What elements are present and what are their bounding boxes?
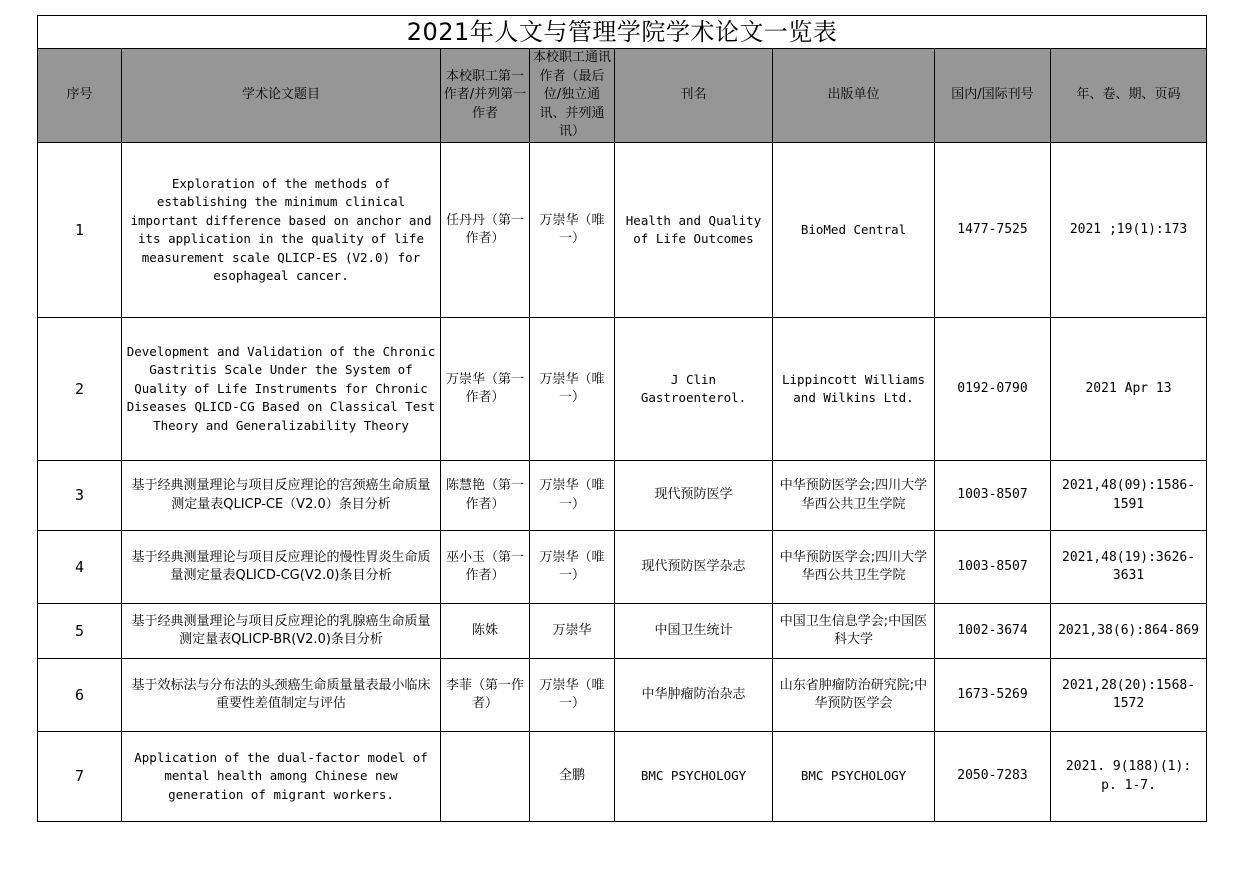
cell-issn[interactable]: 0192-0790: [935, 318, 1051, 461]
cell-issn[interactable]: 1003-8507: [935, 531, 1051, 604]
cell-publisher[interactable]: BMC PSYCHOLOGY: [773, 732, 935, 822]
cell-journal[interactable]: 中国卫生统计: [615, 604, 773, 659]
cell-index[interactable]: 1: [38, 143, 122, 318]
cell-first-author[interactable]: 陈慧艳（第一作者）: [441, 461, 530, 531]
cell-first-author[interactable]: 万崇华（第一作者）: [441, 318, 530, 461]
cell-journal[interactable]: J Clin Gastroenterol.: [615, 318, 773, 461]
cell-issn[interactable]: 2050-7283: [935, 732, 1051, 822]
cell-issn[interactable]: 1003-8507: [935, 461, 1051, 531]
cell-corresponding-author[interactable]: 万崇华（唯一）: [530, 531, 615, 604]
cell-paper-title[interactable]: 基于经典测量理论与项目反应理论的乳腺癌生命质量测定量表QLICP-BR(V2.0)条目分析: [122, 604, 441, 659]
cell-first-author[interactable]: 李菲（第一作者）: [441, 659, 530, 732]
cell-index[interactable]: 4: [38, 531, 122, 604]
cell-corresponding-author[interactable]: 全鹏: [530, 732, 615, 822]
header-paper-title[interactable]: 学术论文题目: [122, 49, 441, 143]
table-row: [38, 531, 1207, 604]
header-journal[interactable]: 刊名: [615, 49, 773, 143]
cell-first-author[interactable]: 陈姝: [441, 604, 530, 659]
cell-volume-pages[interactable]: 2021 Apr 13: [1051, 318, 1207, 461]
cell-corresponding-author[interactable]: 万崇华（唯一）: [530, 659, 615, 732]
cell-publisher[interactable]: 中国卫生信息学会;中国医科大学: [773, 604, 935, 659]
cell-index[interactable]: 7: [38, 732, 122, 822]
header-row: [38, 49, 1207, 143]
cell-first-author[interactable]: 巫小玉（第一作者）: [441, 531, 530, 604]
cell-journal[interactable]: 现代预防医学杂志: [615, 531, 773, 604]
cell-journal[interactable]: BMC PSYCHOLOGY: [615, 732, 773, 822]
table-row: [38, 659, 1207, 732]
cell-journal[interactable]: Health and Quality of Life Outcomes: [615, 143, 773, 318]
cell-publisher[interactable]: BioMed Central: [773, 143, 935, 318]
sheet-title[interactable]: 2021年人文与管理学院学术论文一览表: [38, 16, 1207, 49]
cell-issn[interactable]: 1673-5269: [935, 659, 1051, 732]
cell-issn[interactable]: 1002-3674: [935, 604, 1051, 659]
cell-journal[interactable]: 现代预防医学: [615, 461, 773, 531]
cell-publisher[interactable]: 中华预防医学会;四川大学华西公共卫生学院: [773, 531, 935, 604]
cell-first-author[interactable]: [441, 732, 530, 822]
cell-volume-pages[interactable]: 2021 ;19(1):173: [1051, 143, 1207, 318]
cell-paper-title[interactable]: Development and Validation of the Chronic Gastritis Scale Under the System of Quality of Life Instruments for Chronic Diseases QLICD-CG Based on Classical Test Theory and Generalizability Theory: [122, 318, 441, 461]
header-index[interactable]: 序号: [38, 49, 122, 143]
cell-issn[interactable]: 1477-7525: [935, 143, 1051, 318]
cell-journal[interactable]: 中华肿瘤防治杂志: [615, 659, 773, 732]
cell-volume-pages[interactable]: 2021,38(6):864-869: [1051, 604, 1207, 659]
cell-corresponding-author[interactable]: 万崇华（唯一）: [530, 318, 615, 461]
table-row: [38, 143, 1207, 318]
cell-index[interactable]: 2: [38, 318, 122, 461]
cell-index[interactable]: 3: [38, 461, 122, 531]
cell-publisher[interactable]: 中华预防医学会;四川大学华西公共卫生学院: [773, 461, 935, 531]
header-corresponding-author[interactable]: 本校职工通讯作者（最后位/独立通讯、并列通讯）: [530, 49, 615, 143]
cell-index[interactable]: 6: [38, 659, 122, 732]
table-row: [38, 604, 1207, 659]
cell-first-author[interactable]: 任丹丹（第一作者）: [441, 143, 530, 318]
publications-sheet: [37, 15, 1207, 822]
header-first-author[interactable]: 本校职工第一作者/并列第一作者: [441, 49, 530, 143]
cell-paper-title[interactable]: 基于经典测量理论与项目反应理论的慢性胃炎生命质量测定量表QLICD-CG(V2.0)条目分析: [122, 531, 441, 604]
cell-index[interactable]: 5: [38, 604, 122, 659]
title-row: [38, 16, 1207, 49]
cell-volume-pages[interactable]: 2021,48(09):1586-1591: [1051, 461, 1207, 531]
cell-volume-pages[interactable]: 2021. 9(188)(1): p. 1-7.: [1051, 732, 1207, 822]
cell-volume-pages[interactable]: 2021,48(19):3626-3631: [1051, 531, 1207, 604]
cell-paper-title[interactable]: 基于效标法与分布法的头颈癌生命质量量表最小临床重要性差值制定与评估: [122, 659, 441, 732]
header-volume-pages[interactable]: 年、卷、期、页码: [1051, 49, 1207, 143]
cell-corresponding-author[interactable]: 万崇华（唯一）: [530, 461, 615, 531]
cell-paper-title[interactable]: Application of the dual-factor model of mental health among Chinese new generation of migrant workers.: [122, 732, 441, 822]
cell-publisher[interactable]: 山东省肿瘤防治研究院;中华预防医学会: [773, 659, 935, 732]
table-body: [38, 143, 1207, 822]
table-row: [38, 732, 1207, 822]
cell-corresponding-author[interactable]: 万崇华（唯一）: [530, 143, 615, 318]
header-issn[interactable]: 国内/国际刊号: [935, 49, 1051, 143]
cell-corresponding-author[interactable]: 万崇华: [530, 604, 615, 659]
cell-volume-pages[interactable]: 2021,28(20):1568-1572: [1051, 659, 1207, 732]
cell-paper-title[interactable]: 基于经典测量理论与项目反应理论的宫颈癌生命质量测定量表QLICP-CE（V2.0）条目分析: [122, 461, 441, 531]
cell-paper-title[interactable]: Exploration of the methods of establishing the minimum clinical important difference based on anchor and its application in the quality of life measurement scale QLICP-ES (V2.0) for esophageal cancer.: [122, 143, 441, 318]
header-publisher[interactable]: 出版单位: [773, 49, 935, 143]
cell-publisher[interactable]: Lippincott Williams and Wilkins Ltd.: [773, 318, 935, 461]
table-row: [38, 318, 1207, 461]
table-row: [38, 461, 1207, 531]
